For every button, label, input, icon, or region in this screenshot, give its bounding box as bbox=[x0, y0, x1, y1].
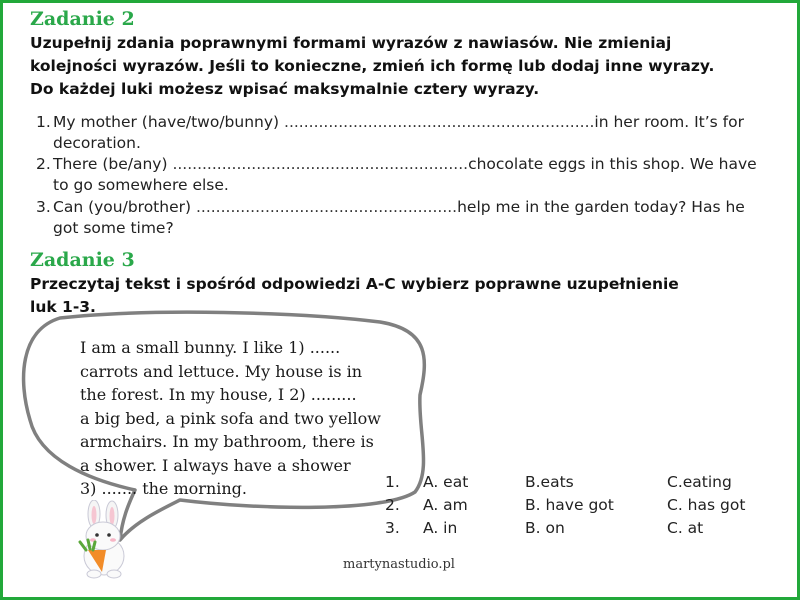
option-a[interactable]: A. eat bbox=[423, 473, 469, 491]
item-text-before: There (be/any) bbox=[53, 155, 173, 173]
item-text-continued: to go somewhere else. bbox=[53, 176, 229, 194]
item-text-after: help me in the garden today? Has he bbox=[457, 198, 745, 216]
item-number: 3. bbox=[36, 198, 51, 216]
task3-instruction-line: luk 1-3. bbox=[30, 298, 96, 316]
story-line: a big bed, a pink sofa and two yellow bbox=[80, 408, 381, 428]
item-text-after: in her room. It’s for bbox=[594, 113, 744, 131]
option-c[interactable]: C. has got bbox=[667, 496, 746, 514]
task2-instruction-line: Do każdej luki możesz wpisać maksymalnie cztery wyrazy. bbox=[30, 80, 540, 98]
item-number: 1. bbox=[36, 113, 51, 131]
story-line: I am a small bunny. I like 1) ...... bbox=[80, 338, 341, 357]
item-text-continued: decoration. bbox=[53, 134, 141, 152]
item-number: 2. bbox=[36, 155, 51, 173]
option-a[interactable]: A. in bbox=[423, 519, 458, 537]
option-c[interactable]: C.eating bbox=[667, 473, 732, 491]
story-line: armchairs. In my bathroom, there is bbox=[80, 432, 374, 451]
story-line: 3) ....... the morning. bbox=[80, 479, 247, 498]
task3-title: Zadanie 3 bbox=[30, 249, 135, 271]
answer-gap[interactable]: ..................................................... bbox=[195, 198, 458, 216]
bunny-with-carrot-icon bbox=[68, 500, 138, 580]
answer-gap[interactable]: ............................................................ bbox=[172, 155, 469, 173]
answer-number: 3. bbox=[385, 519, 400, 537]
bunny-story-text bbox=[80, 336, 402, 501]
item-text-before: My mother (have/two/bunny) bbox=[53, 113, 285, 131]
task2-title: Zadanie 2 bbox=[30, 8, 135, 30]
answer-number: 1. bbox=[385, 473, 400, 491]
answer-gap[interactable]: ............................................................... bbox=[284, 113, 595, 131]
footer-credit: martynastudio.pl bbox=[343, 557, 455, 572]
option-a[interactable]: A. am bbox=[423, 496, 468, 514]
answer-number: 2. bbox=[385, 496, 400, 514]
task2-instruction-line: Uzupełnij zdania poprawnymi formami wyrazów z nawiasów. Nie zmieniaj bbox=[30, 34, 672, 52]
story-line: carrots and lettuce. My house is in bbox=[80, 361, 363, 381]
story-line: a shower. I always have a shower bbox=[80, 455, 351, 475]
option-b[interactable]: B. have got bbox=[525, 496, 614, 514]
story-line: the forest. In my house, I 2) ......... bbox=[80, 385, 357, 404]
option-b[interactable]: B.eats bbox=[525, 473, 574, 491]
task2-instruction-line: kolejności wyrazów. Jeśli to konieczne, zmień ich formę lub dodaj inne wyrazy. bbox=[30, 57, 715, 75]
item-text-after: chocolate eggs in this shop. We have bbox=[468, 155, 757, 173]
option-c[interactable]: C. at bbox=[667, 519, 704, 537]
item-text-before: Can (you/brother) bbox=[53, 198, 196, 216]
option-b[interactable]: B. on bbox=[525, 519, 565, 537]
item-text-continued: got some time? bbox=[53, 219, 174, 237]
task3-instruction-line: Przeczytaj tekst i spośród odpowiedzi A-C wybierz poprawne uzupełnienie bbox=[30, 275, 679, 293]
